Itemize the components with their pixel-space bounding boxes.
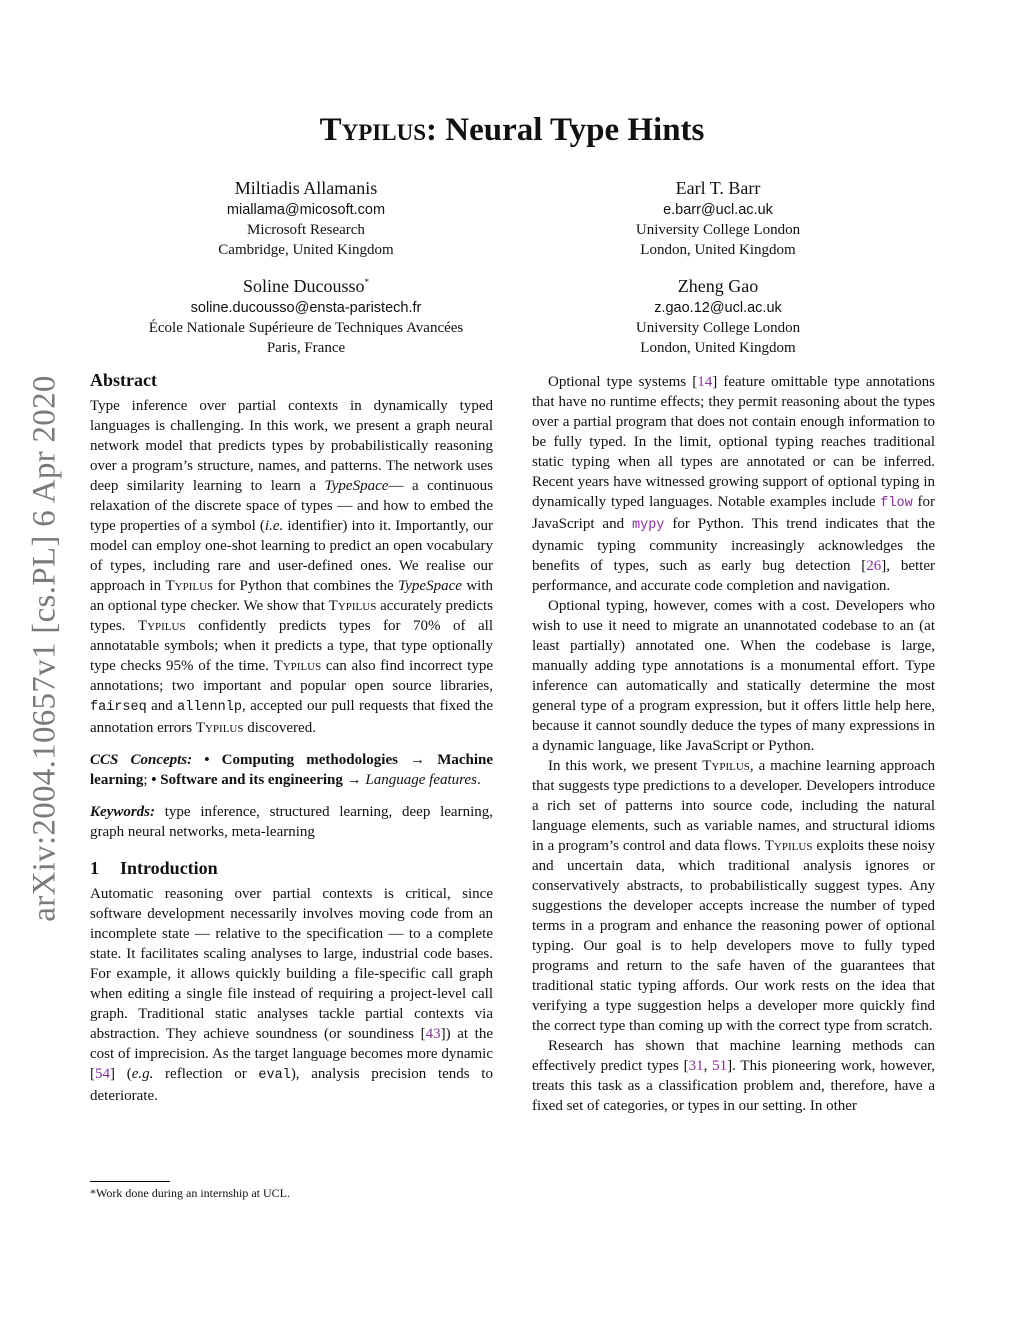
paragraph: Optional type systems [14] feature omittable type annotations that have no runtime effects; they permit reasoning about the types over a partial program that does not contain enough information to be fully typed. In the limit, optional typing reaches traditional static typing when all types are annotated or can be inferred. Recent years have witnessed growing support of optional typing in dynamically typed languages. Notable examples include flow for JavaScript and mypy for Python. This trend indicates that the dynamic typing community increasingly acknowledges the benefits of types, such as early bug detection [26], better performance, and accurate code completion and navigation. [532, 374, 935, 594]
author-block [568, 274, 868, 358]
author-name: Zheng Gao [677, 276, 759, 296]
author-location: London, United Kingdom [640, 340, 796, 356]
keywords: Keywords: type inference, structured learning, deep learning, graph neural networks, meta-learning [90, 804, 493, 840]
author-affiliation: University College London [635, 320, 801, 336]
citation-link[interactable]: 51 [712, 1058, 728, 1074]
author-name: Earl T. Barr [675, 178, 761, 198]
author-block [106, 274, 506, 358]
footnote: *Work done during an internship at UCL. [90, 1186, 290, 1200]
intro-paragraph: Automatic reasoning over partial contexts is critical, since software development necessarily involves moving code from an incomplete state — relative to the specification — to a complete state. It facilitates scaling analyses to large, industrial code bases. For example, it allows quickly building a file-specific call graph when editing a single file instead of requiring a project-level call graph. Traditional static analyses tackle partial contexts via abstraction. They achieve soundness (or soundiness [43]) at the cost of imprecision. As the target language becomes more dynamic [54] (e.g. reflection or eval), analysis precision tends to deteriorate. [90, 886, 494, 1104]
citation-link[interactable]: 54 [95, 1066, 110, 1082]
author-email[interactable]: z.gao.12@ucl.ac.uk [654, 300, 782, 316]
code-fairseq: fairseq [90, 700, 147, 715]
citation-link[interactable]: 14 [697, 374, 713, 390]
right-column [532, 372, 935, 1116]
author-location: London, United Kingdom [640, 242, 796, 258]
citation-link[interactable]: 43 [425, 1026, 441, 1042]
code-flow[interactable]: flow [880, 496, 913, 511]
left-column [90, 368, 493, 1106]
author-block [568, 176, 868, 260]
paragraph: Research has shown that machine learning methods can effectively predict types [31, 51]. This pioneering work, however, treats this task as a classification problem and, therefore, have a fixed set of categories, or types in our setting. In other [532, 1038, 936, 1114]
author-name: Miltiadis Allamanis [234, 178, 378, 198]
code-mypy[interactable]: mypy [632, 518, 665, 533]
footnote-rule [90, 1181, 170, 1182]
author-affiliation: Microsoft Research [247, 222, 365, 238]
footnote-mark[interactable]: * [364, 277, 369, 287]
citation-link[interactable]: 31 [688, 1058, 704, 1074]
citation-link[interactable]: 26 [866, 558, 882, 574]
author-affiliation: École Nationale Supérieure de Techniques Avancées [148, 320, 464, 336]
author-email[interactable]: miallama@micosoft.com [226, 202, 386, 218]
author-location: Cambridge, United Kingdom [218, 242, 394, 258]
author-location: Paris, France [266, 340, 346, 356]
code-allennlp: allennlp [177, 700, 242, 715]
paragraph: In this work, we present Typilus, a machine learning approach that suggests type predictions to a developer. Developers introduce a rich set of patterns into source code, including the natural language elements, such as variable names, and structural idioms in a program’s control and data flows. Typilus exploits these noisy and uncertain data, which traditional analysis ignores or conservatively abstracts, to probabilistically suggest types. Any suggestions the developer accepts increase the number of typed terms in a program and enhance the reasoning power of optional typing. Our goal is to help developers move to fully typed programs and return to the safe haven of the guarantees that traditional static typing affords. Our work rests on the idea that verifying a type suggestion helps a developer more quickly find the correct type than coming up with the correct type from scratch. [532, 758, 936, 1034]
abstract-text: Type inference over partial contexts in dynamically typed languages is challenging. In this work, we present a graph neural network model that predicts types by probabilistically reasoning over a program’s structure, names, and patterns. The network uses deep similarity learning to learn a TypeSpace— a continuous relaxation of the discrete space of types — and how to embed the type properties of a symbol (i.e. identifier) into it. Importantly, our model can employ one-shot learning to predict an open vocabulary of types, including rare and user-defined ones. We realise our approach in Typilus for Python that combines the TypeSpace with an optional type checker. We show that Typilus accurately predicts types. Typilus confidently predicts types for 70% of all annotatable symbols; when it predicts a type, that type optionally type checks 95% of the time. Typilus can also find incorrect type annotations; two important and popular open source libraries, fairseq and allennlp, accepted our pull requests that fixed the annotation errors Typilus discovered. [90, 398, 493, 736]
arxiv-identifier[interactable]: arXiv:2004.10657v1 [cs.PL] 6 Apr 2020 [26, 374, 63, 922]
paper-title [0, 112, 1024, 149]
arxiv-stamp [25, 368, 65, 928]
ccs-concepts: CCS Concepts: • Computing methodologies → Machine learning; • Software and its engineering → Language features. [90, 752, 494, 788]
author-affiliation: University College London [635, 222, 801, 238]
author-email[interactable]: soline.ducousso@ensta-paristech.fr [190, 300, 422, 316]
code-eval: eval [258, 1068, 291, 1083]
abstract-heading: Abstract [90, 370, 157, 390]
paragraph: Optional typing, however, comes with a cost. Developers who wish to use it need to migrate an unannotated codebase to an (at least partially) annotated one. When the codebase is large, manually adding type annotations is a monumental effort. Type inference can automatically and statically determine the most general type of a program expression, but it offers little help here, because it cannot soundly deduce the types of many expressions in a dynamic language, like JavaScript or Python. [532, 598, 935, 754]
author-name: Soline Ducousso* [243, 276, 369, 296]
author-block [156, 176, 456, 260]
title-system-name: Typilus [319, 112, 426, 148]
intro-heading: 1 Introduction [90, 858, 218, 878]
title-rest: : Neural Type Hints [426, 112, 705, 148]
author-email[interactable]: e.barr@ucl.ac.uk [663, 202, 773, 218]
